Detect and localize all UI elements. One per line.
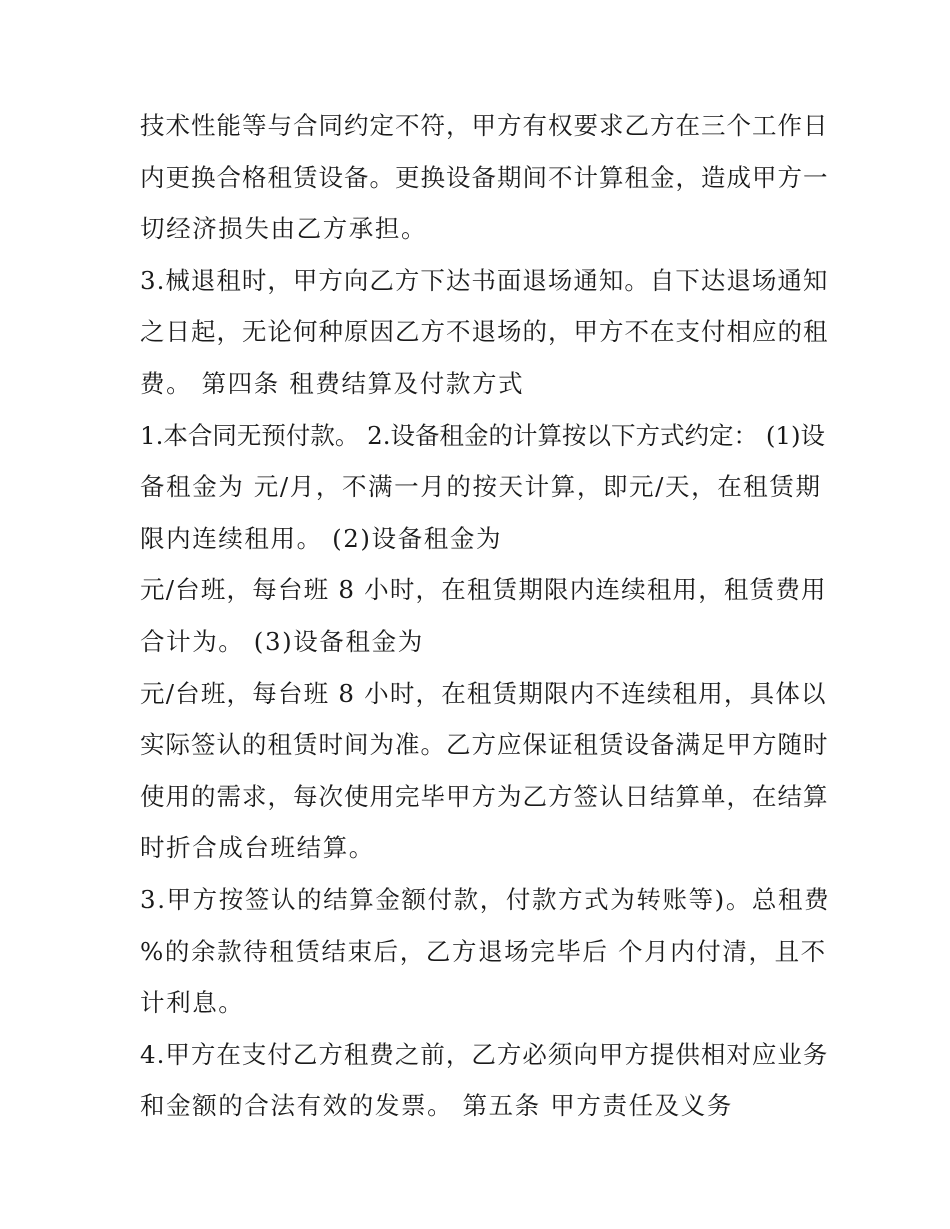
text-line: 技术性能等与合同约定不符，甲方有权要求乙方在三个工作日 bbox=[140, 111, 829, 140]
text-line: 4.甲方在支付乙方租费之前，乙方必须向甲方提供相对应业务 bbox=[140, 1039, 829, 1069]
text-line: 1.本合同无预付款。 2.设备租金的计算按以下方式约定： (1)设 bbox=[140, 420, 826, 450]
text-line: 内更换合格租赁设备。更换设备期间不计算租金，造成甲方一 bbox=[140, 162, 829, 192]
text-line: 使用的需求，每次使用完毕甲方为乙方签认日结算单，在结算 bbox=[140, 781, 829, 811]
text-line: 元/台班，每台班 8 小时，在租赁期限内不连续租用，具体以 bbox=[140, 678, 827, 708]
text-line: 切经济损失由乙方承担。 bbox=[140, 214, 428, 244]
text-line: 3.械退租时，甲方向乙方下达书面退场通知。自下达退场通知 bbox=[140, 265, 829, 295]
text-line: %的余款待租赁结束后，乙方退场完毕后 个月内付清，且不 bbox=[140, 936, 827, 966]
text-line: 之日起，无论何种原因乙方不退场的，甲方不在支付相应的租 bbox=[140, 317, 829, 347]
text-line: 3.甲方按签认的结算金额付款，付款方式为转账等)。总租费 bbox=[140, 884, 831, 914]
text-line: 限内连续租用。 (2)设备租金为 bbox=[140, 523, 503, 553]
text-line: 和金额的合法有效的发票。 第五条 甲方责任及义务 bbox=[140, 1091, 733, 1121]
text-line: 合计为。 (3)设备租金为 bbox=[140, 626, 424, 656]
text-line: 元/台班，每台班 8 小时，在租赁期限内连续租用，租赁费用 bbox=[140, 575, 827, 605]
text-line: 时折合成台班结算。 bbox=[140, 833, 375, 863]
text-line: 实际签认的租赁时间为准。乙方应保证租赁设备满足甲方随时 bbox=[140, 730, 829, 760]
text-line: 计利息。 bbox=[140, 988, 245, 1018]
document-body bbox=[140, 100, 830, 1132]
text-line: 费。 第四条 租费结算及付款方式 bbox=[140, 368, 525, 398]
text-line: 备租金为 元/月，不满一月的按天计算，即元/天，在租赁期 bbox=[140, 472, 822, 502]
